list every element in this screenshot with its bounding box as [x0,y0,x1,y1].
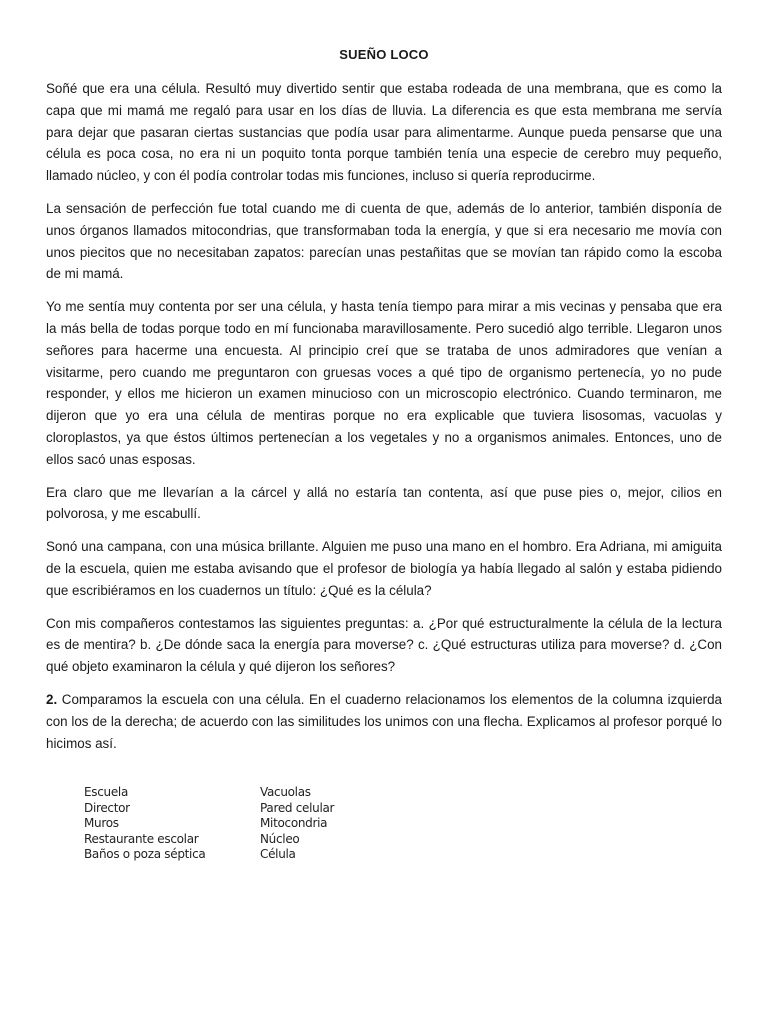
paragraph-5: Sonó una campana, con una música brillante. Alguien me puso una mano en el hombro. Era Adriana, mi amiguita de la escuela, quien me estaba avisando que el profesor de biología ya había llegado al salón y estaba pidiendo que escribiéramos en los cuadernos un título: ¿Qué es la célula? [46,539,722,598]
right-item: Mitocondria [260,816,328,831]
right-item: Pared celular [260,800,335,815]
matching-right-column [260,785,334,863]
matching-left-column [84,785,205,863]
right-item: Núcleo [260,831,300,846]
document-title: SUEÑO LOCO [339,47,429,62]
left-item: Baños o poza séptica [84,847,206,862]
left-item: Escuela [84,785,129,799]
paragraph-3: Yo me sentía muy contenta por ser una célula, y hasta tenía tiempo para mirar a mis vecinas y pensaba que era la más bella de todas porque todo en mí funcionaba maravillosamente. Pero sucedió algo terrible. Llegaron unos señores para hacerme una encuesta. Al principio creí que se trataba de unos admiradores que venían a visitarme, pero cuando me preguntaron con gruesas voces a qué tipo de organismo pertenecía, yo no pude responder, y ellos me hicieron un examen minucioso con un microscopio electrónico. Cuando terminaron, me dijeron que yo era una célula de mentiras porque no era explicable que tuviera lisosomas, vacuolas y cloroplastos, ya que éstos últimos pertenecían a los vegetales y no a organismos animales. Entonces, uno de ellos sacó unas esposas. [46,299,722,467]
exercise-text: Comparamos la escuela con una célula. En el cuaderno relacionamos los elementos de la columna izquierda con los de la derecha; de acuerdo con las similitudes los unimos con una flecha. Explicamos al profesor porqué lo hicimos así. [46,691,722,751]
exercise-instructions [46,689,722,754]
exercise-number: 2. [46,691,58,707]
right-item: Célula [260,847,296,862]
left-item: Muros [84,816,119,831]
story-body [46,78,722,765]
right-item: Vacuolas [260,785,311,799]
left-item: Director [84,800,130,815]
questions-paragraph: Con mis compañeros contestamos las siguientes preguntas: a. ¿Por qué estructuralmente la célula de la lectura es de mentira? b. ¿De dónde saca la energía para moverse? c. ¿Qué estructuras utiliza para moverse? d. ¿Con qué objeto examinaron la célula y qué dijeron los señores? [46,615,722,675]
paragraph-1: Soñé que era una célula. Resultó muy divertido sentir que estaba rodeada de una membrana, que es como la capa que mi mamá me regaló para usar en los días de lluvia. La diferencia es que esta membrana me servía para dejar que pasaran ciertas sustancias que podía usar para alimentarme. Aunque pueda pensarse que una célula es poca cosa, no era ni un poquito tonta porque también tenía una especie de cerebro muy pequeño, llamado núcleo, y con él podía controlar todas mis funciones, incluso si quería reproducirme. [46,81,722,184]
paragraph-4: Era claro que me llevarían a la cárcel y allá no estaría tan contenta, así que puse pies o, mejor, cilios en polvorosa, y me escabullí. [46,484,722,522]
left-item: Restaurante escolar [84,831,199,846]
paragraph-2: La sensación de perfección fue total cuando me di cuenta de que, además de lo anterior, también disponía de unos órganos llamados mitocondrias, que transformaban toda la energía, y que si era necesario me movía con unos piecitos que no necesitaban zapatos: parecían unas pestañitas que se movían tan rápido como la escoba de mi mamá. [46,200,722,282]
